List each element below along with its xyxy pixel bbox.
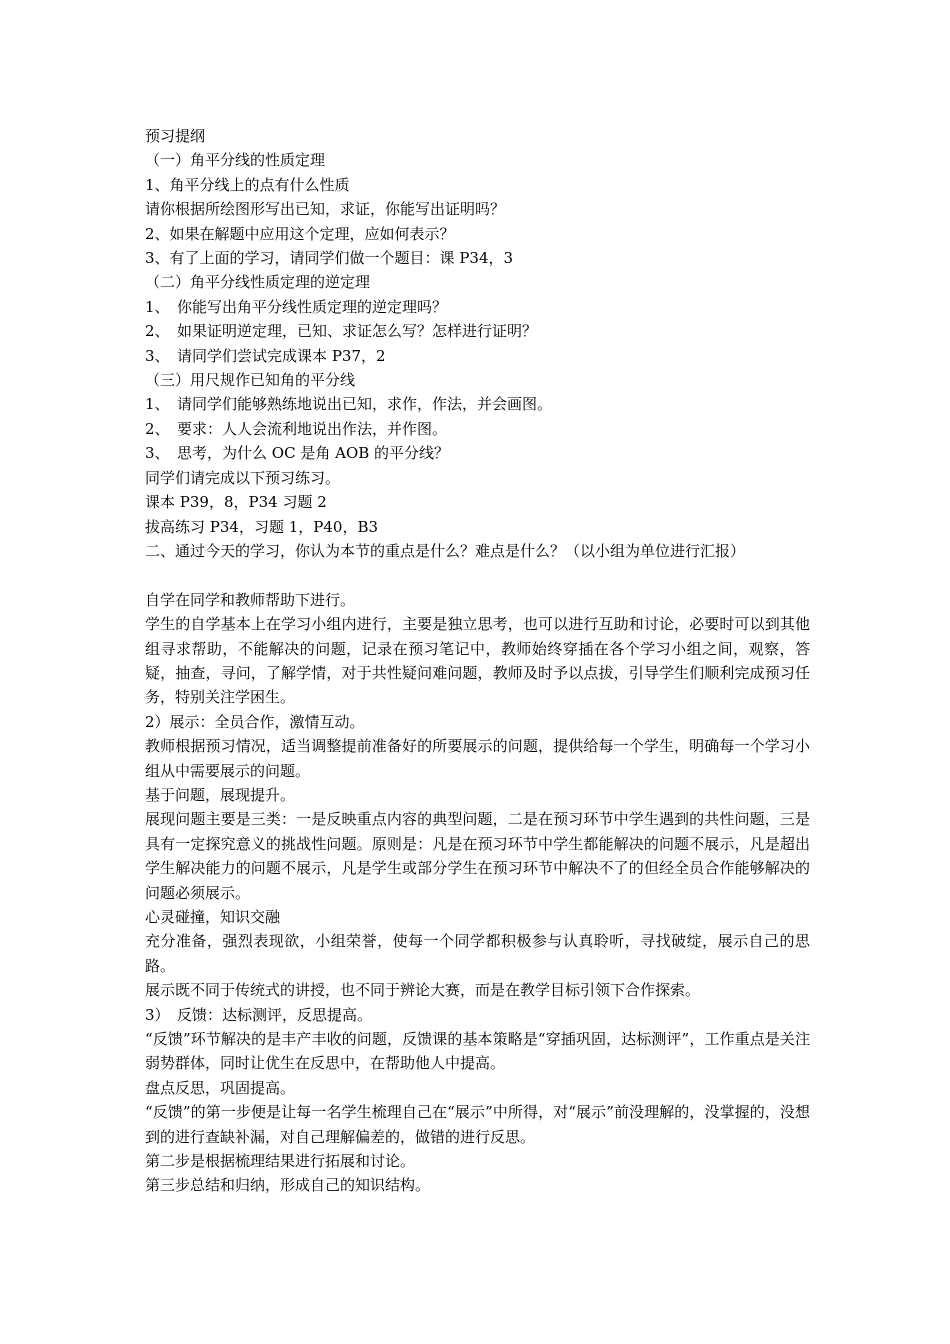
text-line: 盘点反思，巩固提高。 [145, 1078, 296, 1097]
paragraph: 教师根据预习情况，适当调整提前准备好的所要展示的问题，提供给每一个学生，明确每一个学习小组从中需要展示的问题。 [145, 737, 810, 780]
text-line: 展示既不同于传统式的讲授，也不同于辨论大赛，而是在教学目标引领下合作探索。 [145, 981, 701, 1000]
text-line: 基于问题，展现提升。 [145, 785, 296, 804]
text-line: 3、 思考，为什么 OC 是角 AOB 的平分线？ [145, 444, 450, 463]
text-line: 3、 请同学们尝试完成课本 P37，2 [145, 346, 386, 365]
text-line: 2、 如果证明逆定理，已知、求证怎么写？怎样进行证明？ [145, 322, 538, 341]
document-body [145, 124, 810, 1198]
text-line: 同学们请完成以下预习练习。 [145, 468, 341, 487]
step-heading: 2）展示：全员合作，激情互动。 [145, 712, 365, 731]
step-heading: 3） 反馈：达标测评，反思提高。 [145, 1005, 373, 1024]
text-line: 1、 请同学们能够熟练地说出已知，求作，作法，并会画图。 [145, 395, 553, 414]
text-line: 2、 要求：人人会流利地说出作法，并作图。 [145, 419, 448, 438]
outline-title: 预习提纲 [145, 127, 206, 145]
text-line: 1、角平分线上的点有什么性质 [145, 175, 350, 194]
text-line: 3、有了上面的学习，请同学们做一个题目：课 P34，3 [145, 249, 514, 268]
paragraph: 展现问题主要是三类：一是反映重点内容的典型问题，二是在预习环节中学生遇到的共性问题，三是具有一定探究意义的挑战性问题。原则是：凡是在预习环节中学生都能解决的问题不展示，凡是超出学生解决能力的问题不展示，凡是学生或部分学生在预习环节中解决不了的但经全员合作能够解决的问题必须展示。 [145, 810, 810, 902]
text-line: 课本 P39，8，P34 习题 2 [145, 493, 327, 512]
text-line: 拔高练习 P34，习题 1，P40，B3 [145, 517, 379, 536]
text-line: 第二步是根据梳理结果进行拓展和讨论。 [145, 1152, 416, 1171]
paragraph: 学生的自学基本上在学习小组内进行，主要是独立思考，也可以进行互助和讨论，必要时可以到其他组寻求帮助，不能解决的问题，记录在预习笔记中，教师始终穿插在各个学习小组之间，观察，答疑，抽查，寻问，了解学情，对于共性疑问难问题，教师及时予以点拔，引导学生们顺利完成预习任务，特别关注学困生。 [145, 615, 810, 707]
paragraph: “反馈”的第一步便是让每一名学生梳理自己在“展示”中所得，对“展示”前没理解的，没掌握的，没想到的进行查缺补漏，对自己理解偏差的，做错的进行反思。 [145, 1103, 810, 1146]
blank-line [145, 563, 810, 587]
section-heading-3: （三）用尺规作已知角的平分线 [145, 371, 356, 390]
text-line: 1、 你能写出角平分线性质定理的逆定理吗？ [145, 297, 448, 316]
text-line: 2、如果在解题中应用这个定理，应如何表示？ [145, 224, 455, 243]
section-heading-two: 二、通过今天的学习，你认为本节的重点是什么？难点是什么？（以小组为单位进行汇报） [145, 541, 746, 560]
section-heading-1: （一）角平分线的性质定理 [145, 151, 326, 170]
paragraph: “反馈”环节解决的是丰产丰收的问题，反馈课的基本策略是“穿插巩固，达标测评”，工作重点是关注弱势群体，同时让优生在反思中，在帮助他人中提高。 [145, 1030, 810, 1073]
paragraph: 充分准备，强烈表现欲，小组荣誉，使每一个同学都积极参与认真聆听，寻找破绽，展示自己的思路。 [145, 932, 810, 975]
text-line: 第三步总结和归纳，形成自己的知识结构。 [145, 1176, 431, 1195]
text-line: 心灵碰撞，知识交融 [145, 907, 281, 926]
section-heading-2: （二）角平分线性质定理的逆定理 [145, 273, 371, 292]
text-line: 请你根据所绘图形写出已知，求证，你能写出证明吗？ [145, 200, 506, 219]
text-line: 自学在同学和教师帮助下进行。 [145, 590, 356, 609]
